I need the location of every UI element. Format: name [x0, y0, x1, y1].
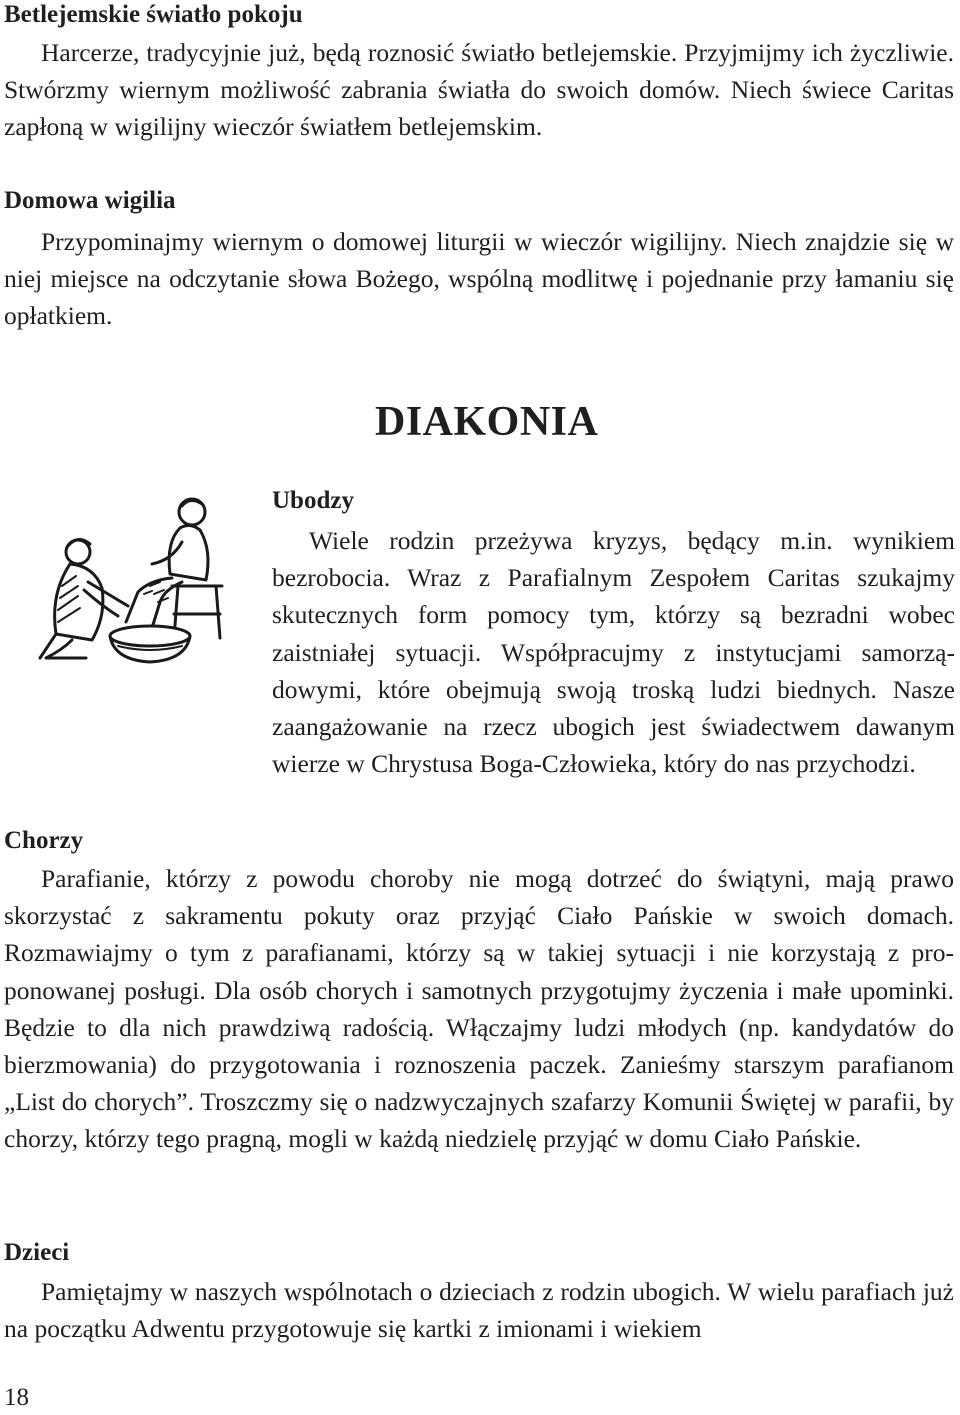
heading-chorzy: Chorzy: [4, 827, 84, 854]
heading-ubodzy: Ubodzy: [272, 487, 354, 514]
heading-domowa-wigilia: Domowa wigilia: [4, 187, 176, 214]
paragraph-betlejemskie-swiatlo: Harcerze, tradycyjnie już, będą roznosić światło betlejemskie. Przyjmijmy ich życzliwie. Stwórzmy wiernym możliwość zabrania światła do swoich domów. Niech świece Caritas zapłoną w wigilijny wieczór światłem betlejemskim.: [4, 38, 954, 142]
paragraph-chorzy: Parafianie, którzy z powodu choroby nie mogą dotrzeć do świątyni, mają prawo skorzystać z sakramentu pokuty oraz przyjąć Ciało Pańskie w swoich domach. Rozmawiajmy o tym z parafianami, którzy są w takiej sytuacji i nie korzystają z proponowanej posługi. Dla osób chorych i samotnych przygotujmy życzenia i małe upominki. Będzie to dla nich prawdziwą radością. Włączajmy ludzi młodych (np. kandydatów do bierzmowania) do przygotowania i roznoszenia paczek. Zanieśmy starszym parafianom „List do chorych”. Troszczmy się o nadzwyczajnych szafarzy Komunii Świętej w parafii, by chorzy, którzy tego pragną, mogli w każdą niedzielę przyjąć w domu Ciało Pańskie.: [4, 864, 954, 1154]
foot-washing-illustration-icon: [22, 490, 262, 670]
paragraph-dzieci: Pamiętajmy w naszych wspólnotach o dzieciach z rodzin ubogich. W wielu parafiach już na początku Adwentu przygotowuje się kartki z imionami i wiekiem: [4, 1277, 954, 1344]
paragraph-domowa-wigilia: Przypominajmy wiernym o domowej liturgii w wieczór wigilijny. Niech znajdzie się w niej miejsce na odczytanie słowa Bożego, wspólną modlitwę i pojednanie przy łamaniu się opłatkiem.: [4, 227, 954, 331]
heading-dzieci: Dzieci: [4, 1239, 70, 1266]
paragraph-ubodzy: Wiele rodzin przeżywa kryzys, będący m.in. wynikiem bezrobocia. Wraz z Parafialnym Zespołem Caritas szukajmy skutecznych form pomocy tym, którzy są bezradni wobec zaistniałej sytuacji. Współpracujmy z instytucjami samorządowymi, które obejmują swoją troską ludzi biednych. Nasze zaangażowanie na rzecz ubogich jest świadectwem dawanym wierze w Chrystusa Boga-Człowieka, który do nas przychodzi.: [272, 526, 955, 779]
section-title-diakonia: DIAKONIA: [375, 399, 599, 445]
heading-betlejemskie-swiatlo: Betlejemskie światło pokoju: [4, 1, 303, 28]
page-number: 18: [4, 1384, 29, 1411]
